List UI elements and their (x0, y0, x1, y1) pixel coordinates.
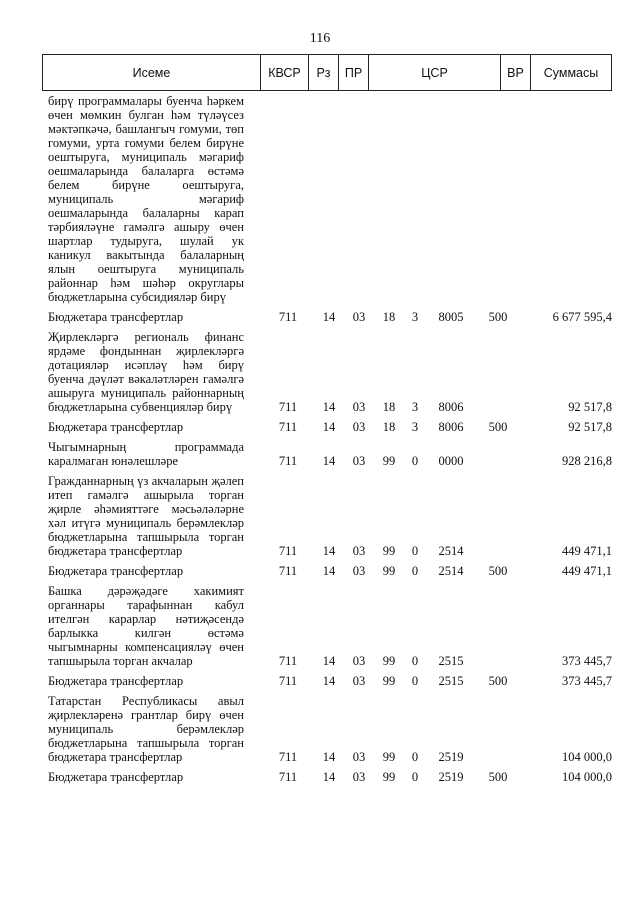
header-vr: ВР (501, 55, 531, 90)
cell-csr-code: 2514 (438, 564, 464, 578)
cell-csr-program: 99 (382, 564, 396, 578)
cell-rz: 14 (322, 674, 336, 688)
cell-sum: 104 000,0 (562, 770, 612, 784)
cell-pr: 03 (352, 674, 366, 688)
cell-csr-code: 0000 (438, 454, 464, 468)
table-row (48, 564, 612, 578)
header-csr: ЦСР (369, 55, 501, 90)
cell-name: бирү программалары буенча һәркем өчен мөмкин булган һәм түләүсез мәктәпкәчә, башлангыч гомуми, төп гомуми, урта гомуми белем бирүне оештыруга, муниципаль мәгариф оешмаларында балаларга өстәмә белем бирүне оештыруга, муниципаль мәгариф оешмаларында балаларны карап тәрбияләүне гамәлгә ашыру өчен шартлар тудыруга, шулай ук каникул вакытында балаларның ялын оештыруга муниципаль районнар һәм шәһәр округлары бюджетларына субсидияләр бирү (48, 94, 244, 304)
header-kvsr: КВСР (261, 55, 309, 90)
cell-csr-subprogram: 0 (411, 454, 419, 468)
cell-name: Бюджетара трансфертлар (48, 674, 184, 688)
cell-pr: 03 (352, 564, 366, 578)
cell-pr: 03 (352, 654, 366, 668)
cell-name: Бюджетара трансфертлар (48, 564, 184, 578)
cell-kvsr: 711 (278, 750, 298, 764)
cell-name: Чыгымнарның программада каралмаган юнәлешләре (48, 440, 244, 468)
table-row (48, 770, 612, 784)
cell-rz: 14 (322, 564, 336, 578)
cell-sum: 92 517,8 (568, 400, 612, 414)
table-row (48, 330, 612, 414)
cell-rz: 14 (322, 544, 336, 558)
cell-rz: 14 (322, 400, 336, 414)
cell-pr: 03 (352, 454, 366, 468)
cell-csr-program: 99 (382, 674, 396, 688)
cell-kvsr: 711 (278, 654, 298, 668)
cell-kvsr: 711 (278, 564, 298, 578)
cell-pr: 03 (352, 544, 366, 558)
cell-csr-subprogram: 3 (411, 400, 419, 414)
cell-sum: 92 517,8 (568, 420, 612, 434)
cell-vr: 500 (488, 674, 508, 688)
table-row (48, 694, 612, 764)
cell-sum: 373 445,7 (562, 674, 612, 688)
cell-csr-subprogram: 3 (411, 420, 419, 434)
cell-csr-code: 8006 (438, 420, 464, 434)
table-row (48, 674, 612, 688)
cell-name: Җирлекләргә региональ финанс ярдәме фондыннан җирлекләргә дотацияләр исәпләү һәм бирү буенча дәүләт вәкаләтләрен гамәлгә ашыруга муниципаль районнарның бюджетларына субвенцияләр бирү (48, 330, 244, 414)
cell-name: Бюджетара трансфертлар (48, 770, 184, 784)
cell-pr: 03 (352, 750, 366, 764)
cell-pr: 03 (352, 310, 366, 324)
cell-kvsr: 711 (278, 544, 298, 558)
cell-csr-subprogram: 0 (411, 770, 419, 784)
cell-kvsr: 711 (278, 770, 298, 784)
page-number: 116 (309, 31, 331, 46)
cell-csr-subprogram: 0 (411, 544, 419, 558)
cell-csr-program: 99 (382, 654, 396, 668)
cell-sum: 6 677 595,4 (552, 310, 612, 324)
header-name: Исеме (43, 55, 261, 90)
cell-csr-program: 18 (382, 420, 396, 434)
cell-rz: 14 (322, 420, 336, 434)
cell-csr-code: 2514 (438, 544, 464, 558)
cell-rz: 14 (322, 750, 336, 764)
cell-vr: 500 (488, 564, 508, 578)
cell-csr-subprogram: 0 (411, 564, 419, 578)
cell-csr-program: 99 (382, 750, 396, 764)
cell-csr-program: 99 (382, 770, 396, 784)
cell-csr-subprogram: 0 (411, 674, 419, 688)
cell-name: Бюджетара трансфертлар (48, 420, 184, 434)
cell-rz: 14 (322, 654, 336, 668)
header-pr: ПР (339, 55, 369, 90)
cell-vr: 500 (488, 310, 508, 324)
cell-sum: 373 445,7 (562, 654, 612, 668)
cell-csr-code: 2519 (438, 770, 464, 784)
table-row (48, 474, 612, 558)
cell-vr: 500 (488, 770, 508, 784)
cell-csr-program: 99 (382, 544, 396, 558)
cell-csr-code: 2515 (438, 654, 464, 668)
cell-rz: 14 (322, 770, 336, 784)
table-body (48, 94, 612, 790)
table-row (48, 584, 612, 668)
table-row (48, 440, 612, 468)
cell-csr-code: 8006 (438, 400, 464, 414)
cell-sum: 928 216,8 (562, 454, 612, 468)
header-rz: Рз (309, 55, 339, 90)
header-sum: Суммасы (543, 65, 599, 80)
cell-kvsr: 711 (278, 400, 298, 414)
cell-csr-code: 8005 (438, 310, 464, 324)
cell-name: Бюджетара трансфертлар (48, 310, 184, 324)
cell-csr-program: 99 (382, 454, 396, 468)
table-header (42, 54, 612, 91)
cell-pr: 03 (352, 400, 366, 414)
cell-sum: 449 471,1 (562, 564, 612, 578)
cell-csr-subprogram: 0 (411, 654, 419, 668)
cell-vr: 500 (488, 420, 508, 434)
cell-name: Татарстан Республикасы авыл җирлекләренә грантлар бирү өчен муниципаль берәмлекләр бюджетларына тапшырыла торган бюджетара трансфертлар (48, 694, 244, 764)
table-row (48, 420, 612, 434)
cell-pr: 03 (352, 770, 366, 784)
cell-kvsr: 711 (278, 420, 298, 434)
cell-sum: 449 471,1 (562, 544, 612, 558)
table-row (48, 94, 612, 304)
cell-kvsr: 711 (278, 310, 298, 324)
cell-pr: 03 (352, 420, 366, 434)
cell-csr-subprogram: 0 (411, 750, 419, 764)
cell-csr-program: 18 (382, 400, 396, 414)
table-row (48, 310, 612, 324)
cell-name: Башка дәрәҗәдәге хакимият органнары тарафыннан кабул ителгән карарлар нәтиҗәсендә барлыкка килгән өстәмә чыгымнарны компенсацияләү өчен тапшырыла торган акчалар (48, 584, 244, 668)
cell-rz: 14 (322, 454, 336, 468)
cell-rz: 14 (322, 310, 336, 324)
cell-csr-program: 18 (382, 310, 396, 324)
cell-sum: 104 000,0 (562, 750, 612, 764)
cell-kvsr: 711 (278, 674, 298, 688)
cell-name: Гражданнарның үз акчаларын җәлеп итеп гамәлгә ашырыла торган җирле әһәмияттәге мәсьәләләрне хәл итүгә муниципаль берәмлекләр бюджетларына тапшырыла торган бюджетара трансфертлар (48, 474, 244, 558)
cell-kvsr: 711 (278, 454, 298, 468)
cell-csr-subprogram: 3 (411, 310, 419, 324)
cell-csr-code: 2515 (438, 674, 464, 688)
cell-csr-code: 2519 (438, 750, 464, 764)
